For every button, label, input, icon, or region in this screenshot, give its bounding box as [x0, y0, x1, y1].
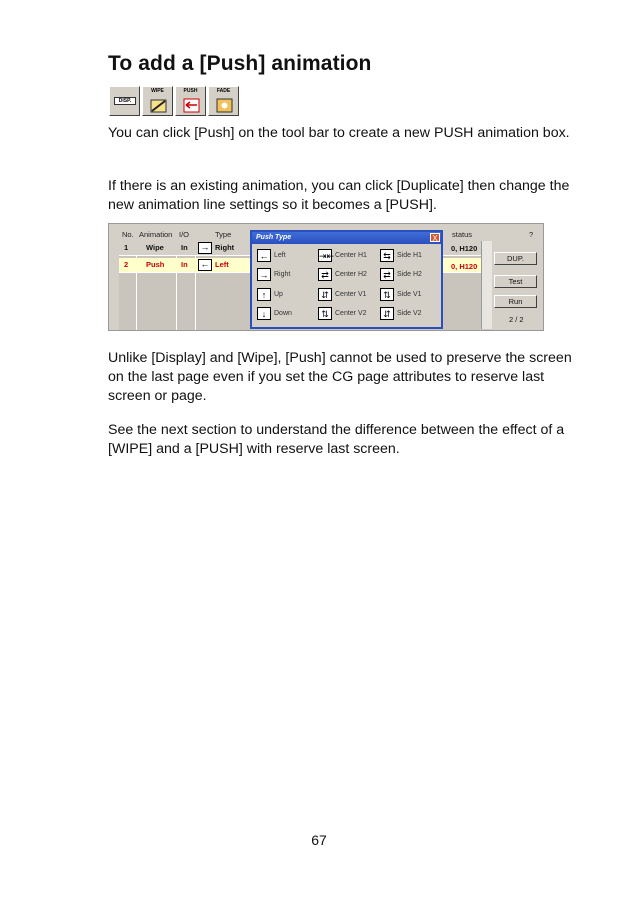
row-no: 2 [124, 260, 129, 269]
push-button[interactable] [175, 86, 206, 116]
side-v1-icon: ⇅ [380, 288, 394, 301]
option-label: Center H2 [335, 271, 367, 278]
row-io: In [181, 243, 188, 252]
option-label: Center H1 [335, 252, 367, 259]
option-label: Right [274, 271, 291, 278]
col-header-io: I/O [179, 230, 190, 239]
dialog-title: Push Type [252, 232, 441, 244]
push-type-dialog [250, 230, 443, 329]
left-arrow-icon: ← [257, 249, 271, 262]
push-option-center-h1[interactable] [318, 249, 367, 262]
side-h2-icon: ⇄ [380, 268, 394, 281]
down-arrow-icon: ↓ [257, 307, 271, 320]
row-animation: Wipe [146, 243, 164, 252]
side-h1-icon: ⇆ [380, 249, 394, 262]
push-option-right[interactable] [257, 268, 290, 281]
up-arrow-icon: ↑ [257, 288, 271, 301]
wipe-button-label: WIPE [151, 88, 164, 94]
col-header-status: status [452, 230, 473, 239]
col-header-no: No. [122, 230, 134, 239]
row-animation: Push [146, 260, 165, 269]
push-option-side-v1[interactable] [380, 288, 422, 301]
display-button[interactable] [109, 86, 140, 116]
center-v1-icon: ⇵ [318, 288, 332, 301]
option-label: Side V2 [397, 310, 422, 317]
paragraph-next-section: See the next section to understand the difference between the effect of a [WIPE] and a [PUSH] with reserve last screen. [108, 422, 565, 457]
row-type: Left [215, 260, 229, 269]
push-option-left[interactable] [257, 249, 286, 262]
fade-button-label: FADE [216, 88, 231, 94]
paragraph-duplicate: If there is an existing animation, you can click [Duplicate] then change the new animation line settings so it becomes a [PUSH]. [108, 178, 570, 213]
push-option-center-h2[interactable] [318, 268, 367, 281]
right-arrow-icon: → [257, 268, 271, 281]
option-label: Side H1 [397, 252, 422, 259]
row-io: In [181, 260, 188, 269]
page-number: 67 [311, 832, 327, 848]
row-status: 0, H120 [451, 244, 478, 253]
pager: 2 / 2 [509, 315, 524, 324]
option-label: Center V1 [335, 291, 367, 298]
push-option-side-v2[interactable] [380, 307, 422, 320]
col-header-animation: Animation [139, 230, 173, 239]
wipe-icon [149, 96, 169, 114]
fade-button[interactable] [208, 86, 239, 116]
push-option-center-v2[interactable] [318, 307, 367, 320]
col-header-type: Type [215, 230, 232, 239]
option-label: Down [274, 310, 292, 317]
option-label: Left [274, 252, 286, 259]
row-no: 1 [124, 243, 129, 252]
display-button-label: DISP. [114, 97, 136, 105]
option-label: Center V2 [335, 310, 367, 317]
row-status: 0, H120 [451, 262, 478, 271]
right-arrow-icon: → [198, 242, 212, 254]
fade-icon [215, 96, 235, 114]
run-button[interactable]: Run [494, 295, 537, 308]
push-option-center-v1[interactable] [318, 288, 367, 301]
push-button-label: PUSH [183, 88, 198, 94]
test-button[interactable]: Test [494, 275, 537, 288]
push-option-side-h2[interactable] [380, 268, 422, 281]
close-icon[interactable]: X [430, 233, 440, 242]
option-label: Side H2 [397, 271, 422, 278]
wipe-button[interactable] [142, 86, 173, 116]
center-h1-icon: ⇥⇤ [319, 251, 335, 261]
push-option-up[interactable] [257, 288, 283, 301]
table-scrollbar[interactable] [481, 241, 492, 329]
option-label: Up [274, 291, 283, 298]
help-button[interactable]: ? [529, 230, 534, 239]
paragraph-push-toolbar: You can click [Push] on the tool bar to create a new PUSH animation box. [108, 125, 570, 141]
push-option-down[interactable] [257, 307, 292, 320]
paragraph-unlike-display: Unlike [Display] and [Wipe], [Push] cannot be used to preserve the screen on the last page even if you set the CG page attributes to reserve last screen or page. [108, 350, 572, 404]
option-label: Side V1 [397, 291, 422, 298]
toolbar-image [109, 86, 243, 118]
push-option-side-h1[interactable] [380, 249, 422, 262]
duplicate-button[interactable]: DUP. [494, 252, 537, 265]
row-type: Right [215, 243, 235, 252]
center-v2-icon: ⇅ [318, 307, 332, 320]
side-v2-icon: ⇵ [380, 307, 394, 320]
center-h2-icon: ⇄ [318, 268, 332, 281]
push-icon [182, 96, 202, 114]
left-arrow-icon: ← [198, 259, 212, 271]
page-title: To add a [Push] animation [108, 52, 372, 75]
animation-list-screenshot [108, 223, 544, 331]
